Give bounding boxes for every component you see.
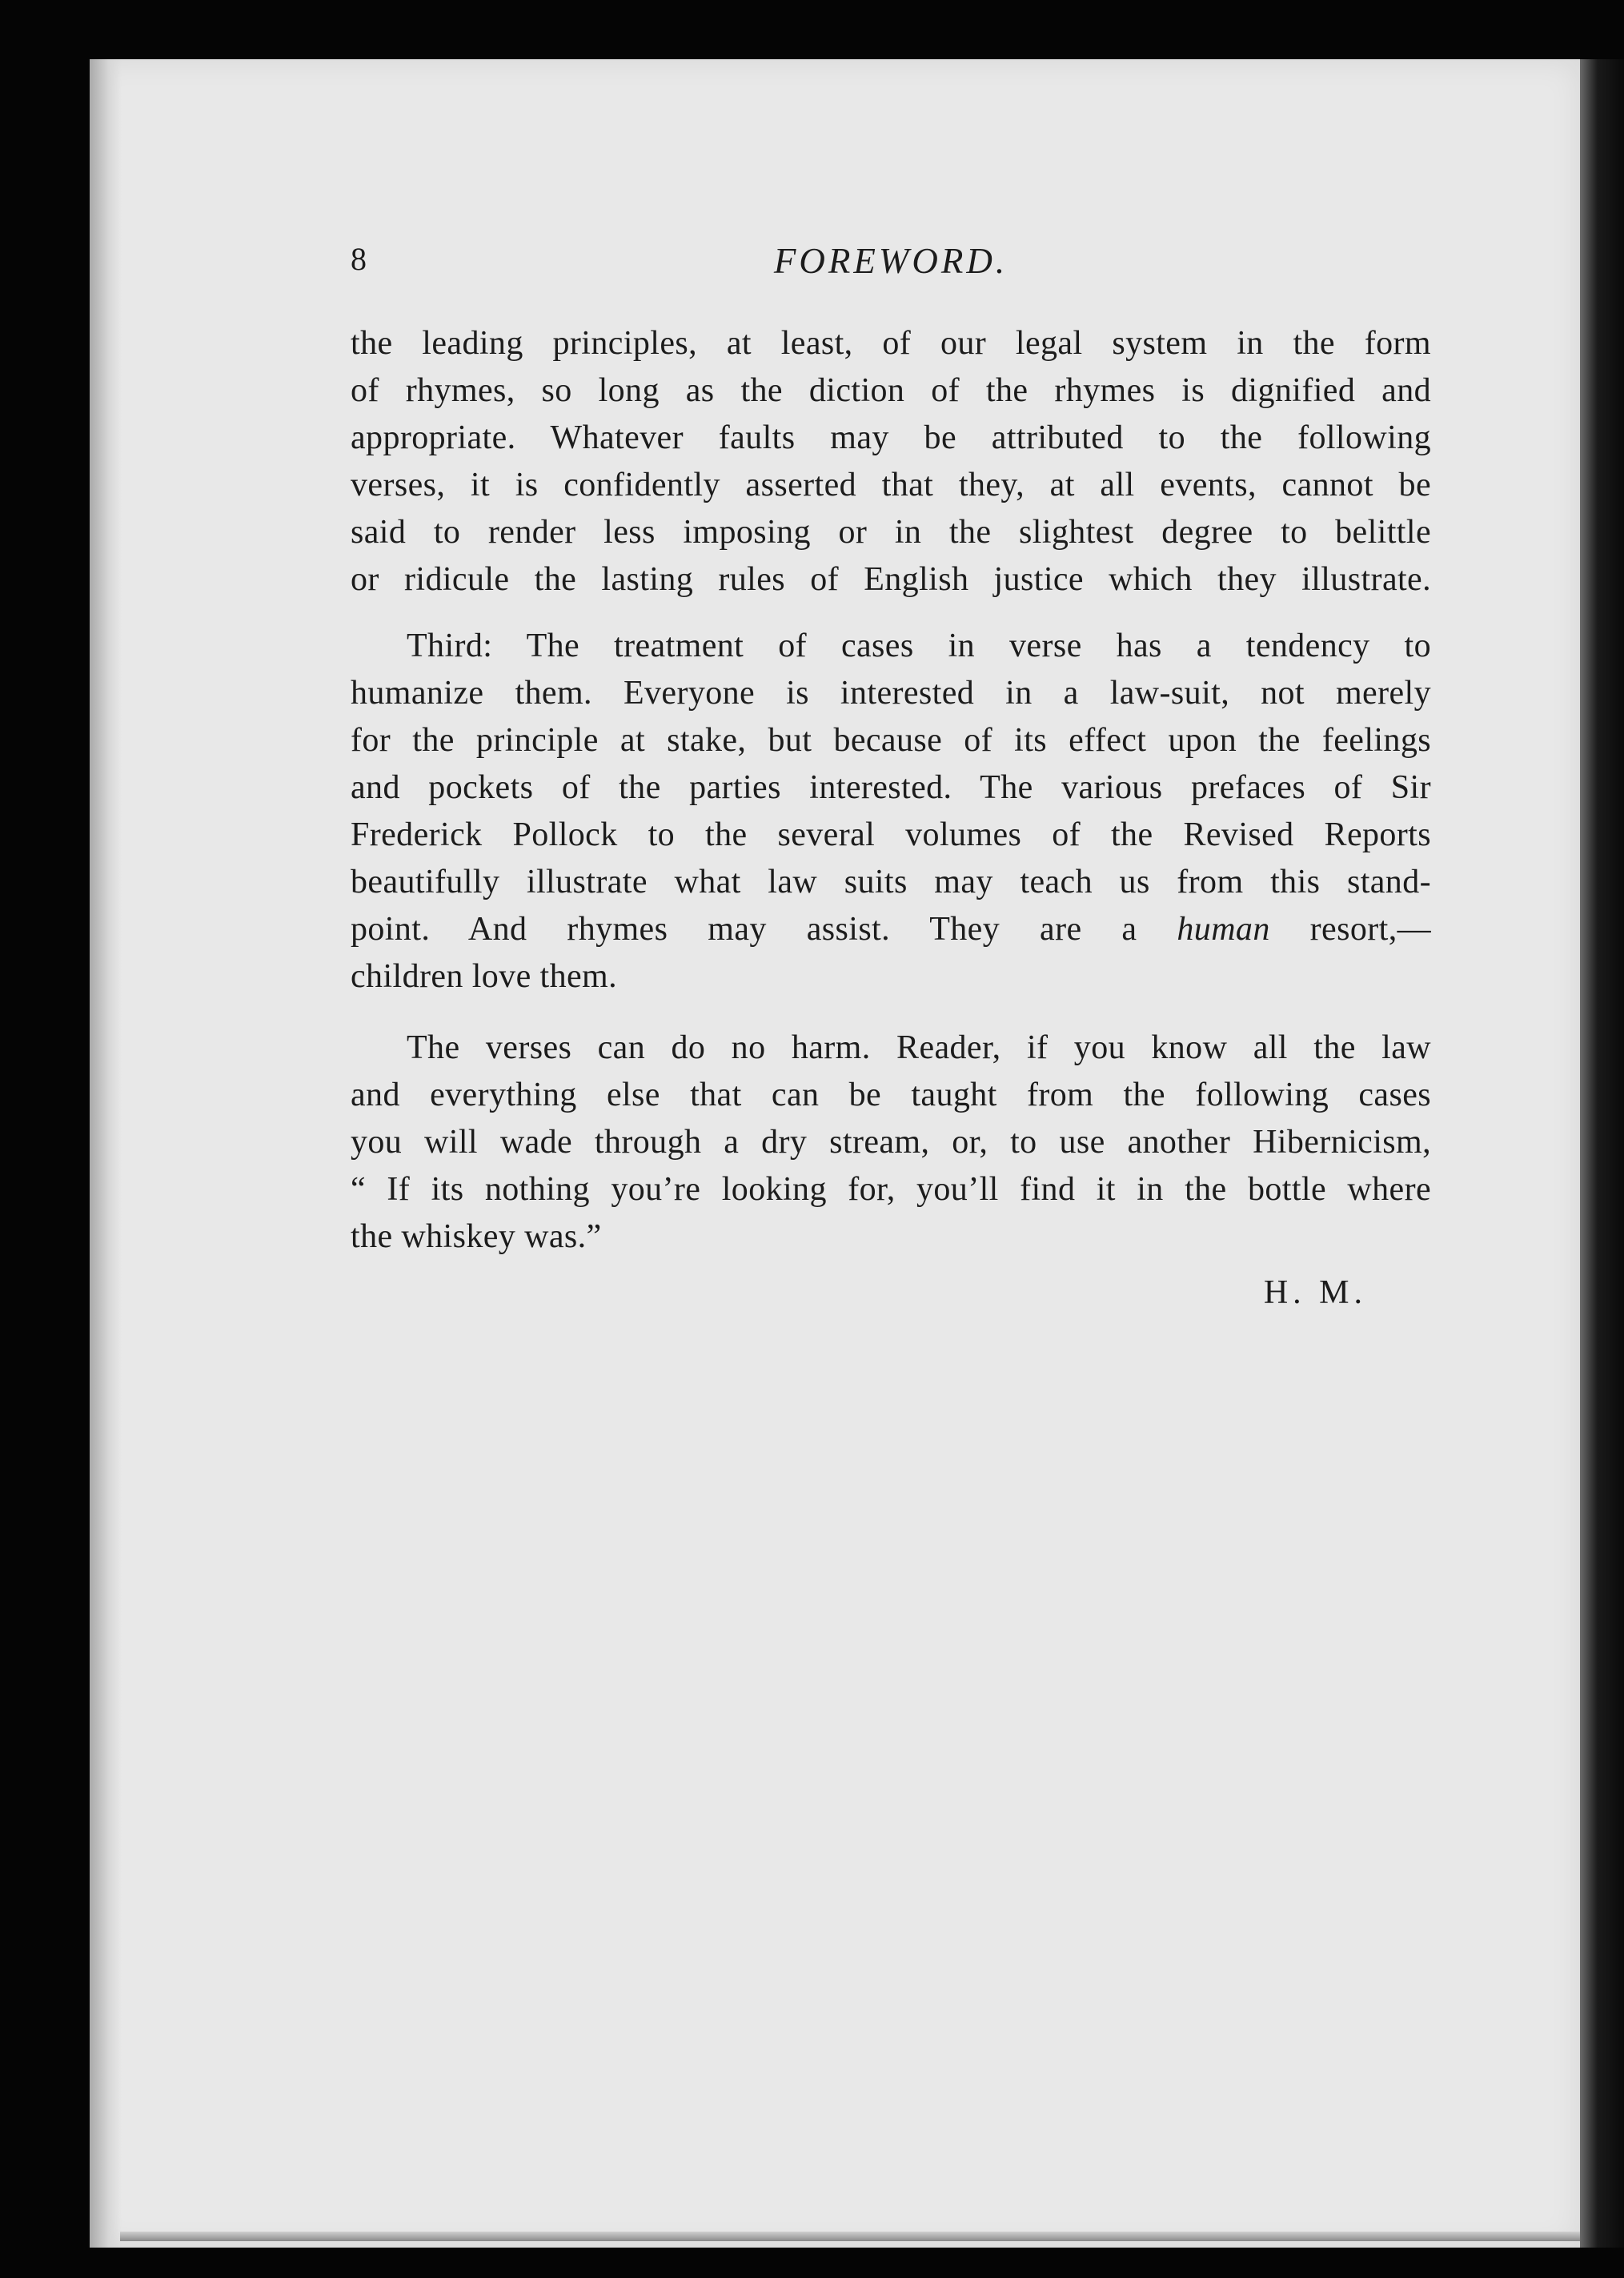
text-line: children love them.	[351, 958, 617, 995]
text-line: and everything else that can be taught from the following cases	[351, 1077, 1431, 1113]
text-line: the leading principles, at least, of our legal system in the form	[351, 325, 1431, 362]
text-line: humanize them. Everyone is interested in a law-suit, not merely	[351, 675, 1431, 712]
book-spine-edge	[1580, 59, 1624, 2248]
running-title: FOREWORD.	[773, 241, 1008, 281]
text-line: beautifully illustrate what law suits may teach us from this stand-	[351, 864, 1431, 900]
text-line: “ If its nothing you’re looking for, you’ll find it in the bottle where	[351, 1171, 1431, 1208]
text-line: verses, it is confidently asserted that they, at all events, cannot be	[351, 467, 1431, 503]
paragraph-continuation	[351, 320, 1431, 604]
page-gutter-shadow	[90, 59, 122, 2248]
text-line: of rhymes, so long as the diction of the rhymes is dignified and	[351, 372, 1431, 409]
text-line	[351, 1025, 1431, 1072]
paragraph-third	[351, 623, 1431, 1001]
text-line: Frederick Pollock to the several volumes of the Revised Reports	[351, 816, 1431, 853]
text-line	[351, 906, 1431, 953]
text-line: the whiskey was.”	[351, 1218, 602, 1255]
text-line: or ridicule the lasting rules of English justice which they illustrate.	[351, 561, 1431, 598]
text-line: for the principle at stake, but because of its effect upon the feelings	[351, 722, 1431, 759]
author-initials: H. M.	[1263, 1274, 1367, 1311]
text-line: said to render less imposing or in the slightest degree to belittle	[351, 514, 1431, 551]
text-line: appropriate. Whatever faults may be attributed to the following	[351, 419, 1431, 456]
text-line: you will wade through a dry stream, or, to use another Hibernicism,	[351, 1124, 1431, 1161]
italic-word: human	[1177, 911, 1270, 948]
text-line-content: Third: The treatment of cases in verse has a tendency to	[407, 628, 1431, 664]
paragraph-closing	[351, 1025, 1431, 1261]
page-text-block	[351, 240, 1431, 1312]
text-segment: point. And rhymes may assist. They are a	[351, 911, 1177, 948]
page-bottom-edge	[120, 2232, 1580, 2241]
text-line-content: The verses can do no harm. Reader, if you know all the law	[407, 1029, 1431, 1066]
text-segment: resort,—	[1269, 911, 1431, 948]
text-line	[351, 623, 1431, 670]
page-number: 8	[351, 241, 367, 277]
text-line: and pockets of the parties interested. The various prefaces of Sir	[351, 769, 1431, 806]
running-head	[351, 240, 1431, 304]
